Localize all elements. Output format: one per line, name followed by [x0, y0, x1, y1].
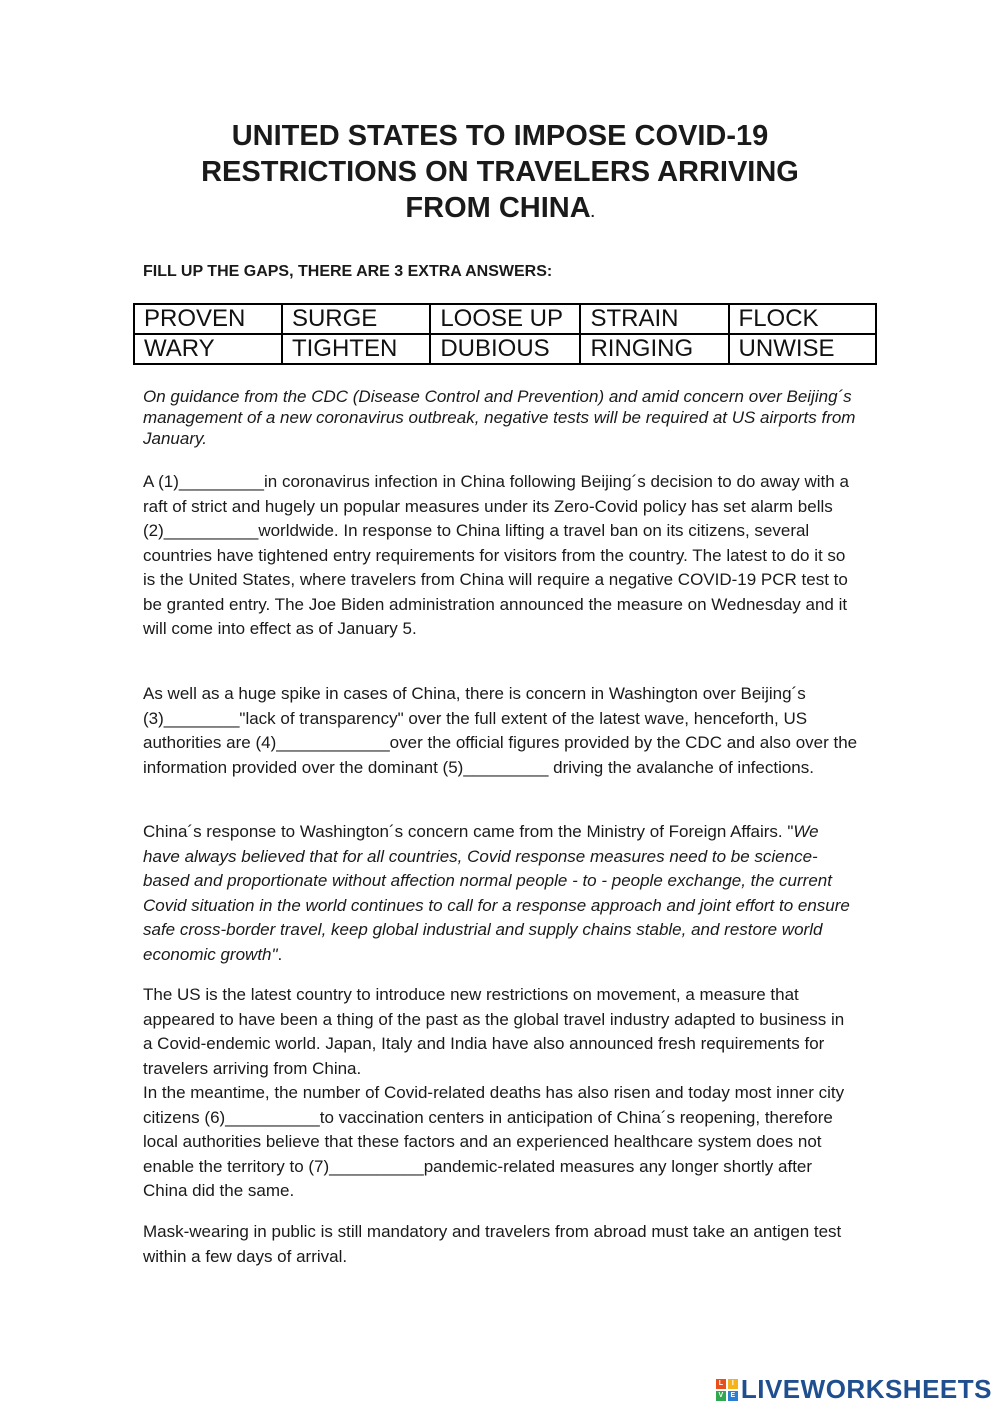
title-line-3	[120, 190, 880, 230]
word-bank-table	[133, 303, 877, 365]
paragraph-4	[143, 983, 858, 1204]
paragraph-4-part-a: The US is the latest country to introduce new restrictions on movement, a measure that appeared to have been a thing of the past as the global travel industry adapted to business in a Covid-endemic world. Japan, Italy and India have also announced fresh requirements for travelers arriving from China.	[143, 985, 845, 1078]
paragraph-4-part-b: In the meantime, the number of Covid-related deaths has also risen and today most inner city citizens (6)__________to vaccination centers in anticipation of China´s reopening, therefore local authorities believe that these factors and an experienced healthcare system does not enable the territory to (7)__________pandemic-related measures any longer shortly after China did the same.	[143, 1083, 845, 1200]
logo-block: E	[728, 1391, 738, 1401]
paragraph-5: Mask-wearing in public is still mandatory and travelers from abroad must take an antigen test within a few days of arrival.	[143, 1222, 842, 1266]
paragraph-3	[143, 820, 858, 967]
word-bank-cell: FLOCK	[729, 304, 876, 334]
title-line-3-text: FROM CHINA	[405, 192, 591, 224]
logo-block: I	[728, 1379, 738, 1389]
word-bank-cell: WARY	[134, 334, 282, 364]
logo-icon	[716, 1379, 738, 1401]
page-title	[120, 118, 880, 230]
logo-block: V	[716, 1391, 726, 1401]
logo-block: L	[716, 1379, 726, 1389]
paragraph-3-quote: We have always believed that for all countries, Covid response measures need to be science-based and proportionate without affection normal people - to - people exchange, the current Covid situation in the world continues to call for a response approach and joint effort to ensure safe cross-border travel, keep global industrial and supply chains stable, and restore world economic growth"	[143, 822, 850, 964]
instructions: FILL UP THE GAPS, THERE ARE 3 EXTRA ANSWERS:	[143, 263, 553, 280]
word-bank-cell: SURGE	[282, 304, 430, 334]
word-bank-cell: TIGHTEN	[282, 334, 430, 364]
paragraph-1: A (1)_________in coronavirus infection in China following Beijing´s decision to do away with a raft of strict and hugely un popular measures under its Zero-Covid policy has set alarm bells (2)__________worldwide. In response to China lifting a travel ban on its citizens, several countries have tightened entry requirements for visitors from the country. The latest to do it so is the United States, where travelers from China will require a negative COVID-19 PCR test to be granted entry. The Joe Biden administration announced the measure on Wednesday and it will come into effect as of January 5.	[143, 472, 849, 638]
title-dot: .	[590, 204, 595, 220]
word-bank-row-1	[134, 304, 876, 334]
word-bank-cell: RINGING	[580, 334, 728, 364]
paragraph-3-end: .	[277, 944, 283, 964]
word-bank-cell: DUBIOUS	[430, 334, 580, 364]
logo-text: LIVEWORKSHEETS	[740, 1374, 992, 1404]
word-bank-cell: LOOSE UP	[430, 304, 580, 334]
word-bank-row-2	[134, 334, 876, 364]
word-bank-cell: PROVEN	[134, 304, 282, 334]
intro-paragraph: On guidance from the CDC (Disease Control and Prevention) and amid concern over Beijing´s management of a new coronavirus outbreak, negative tests will be required at US airports from January.	[143, 387, 856, 448]
title-line-2: RESTRICTIONS ON TRAVELERS ARRIVING	[201, 156, 799, 188]
title-line-1: UNITED STATES TO IMPOSE COVID-19	[231, 120, 769, 152]
word-bank-cell: UNWISE	[729, 334, 876, 364]
liveworksheets-logo[interactable]	[716, 1374, 992, 1405]
paragraph-3-plain: China´s response to Washington´s concern came from the Ministry of Foreign Affairs. "	[143, 822, 794, 841]
word-bank-cell: STRAIN	[580, 304, 728, 334]
paragraph-2: As well as a huge spike in cases of China, there is concern in Washington over Beijing´s (3)________"lack of transparency" over the full extent of the latest wave, henceforth, US authorities are (4)____________over the official figures provided by the CDC and also over the information provided over the dominant (5)_________ driving the avalanche of infections.	[143, 684, 858, 777]
